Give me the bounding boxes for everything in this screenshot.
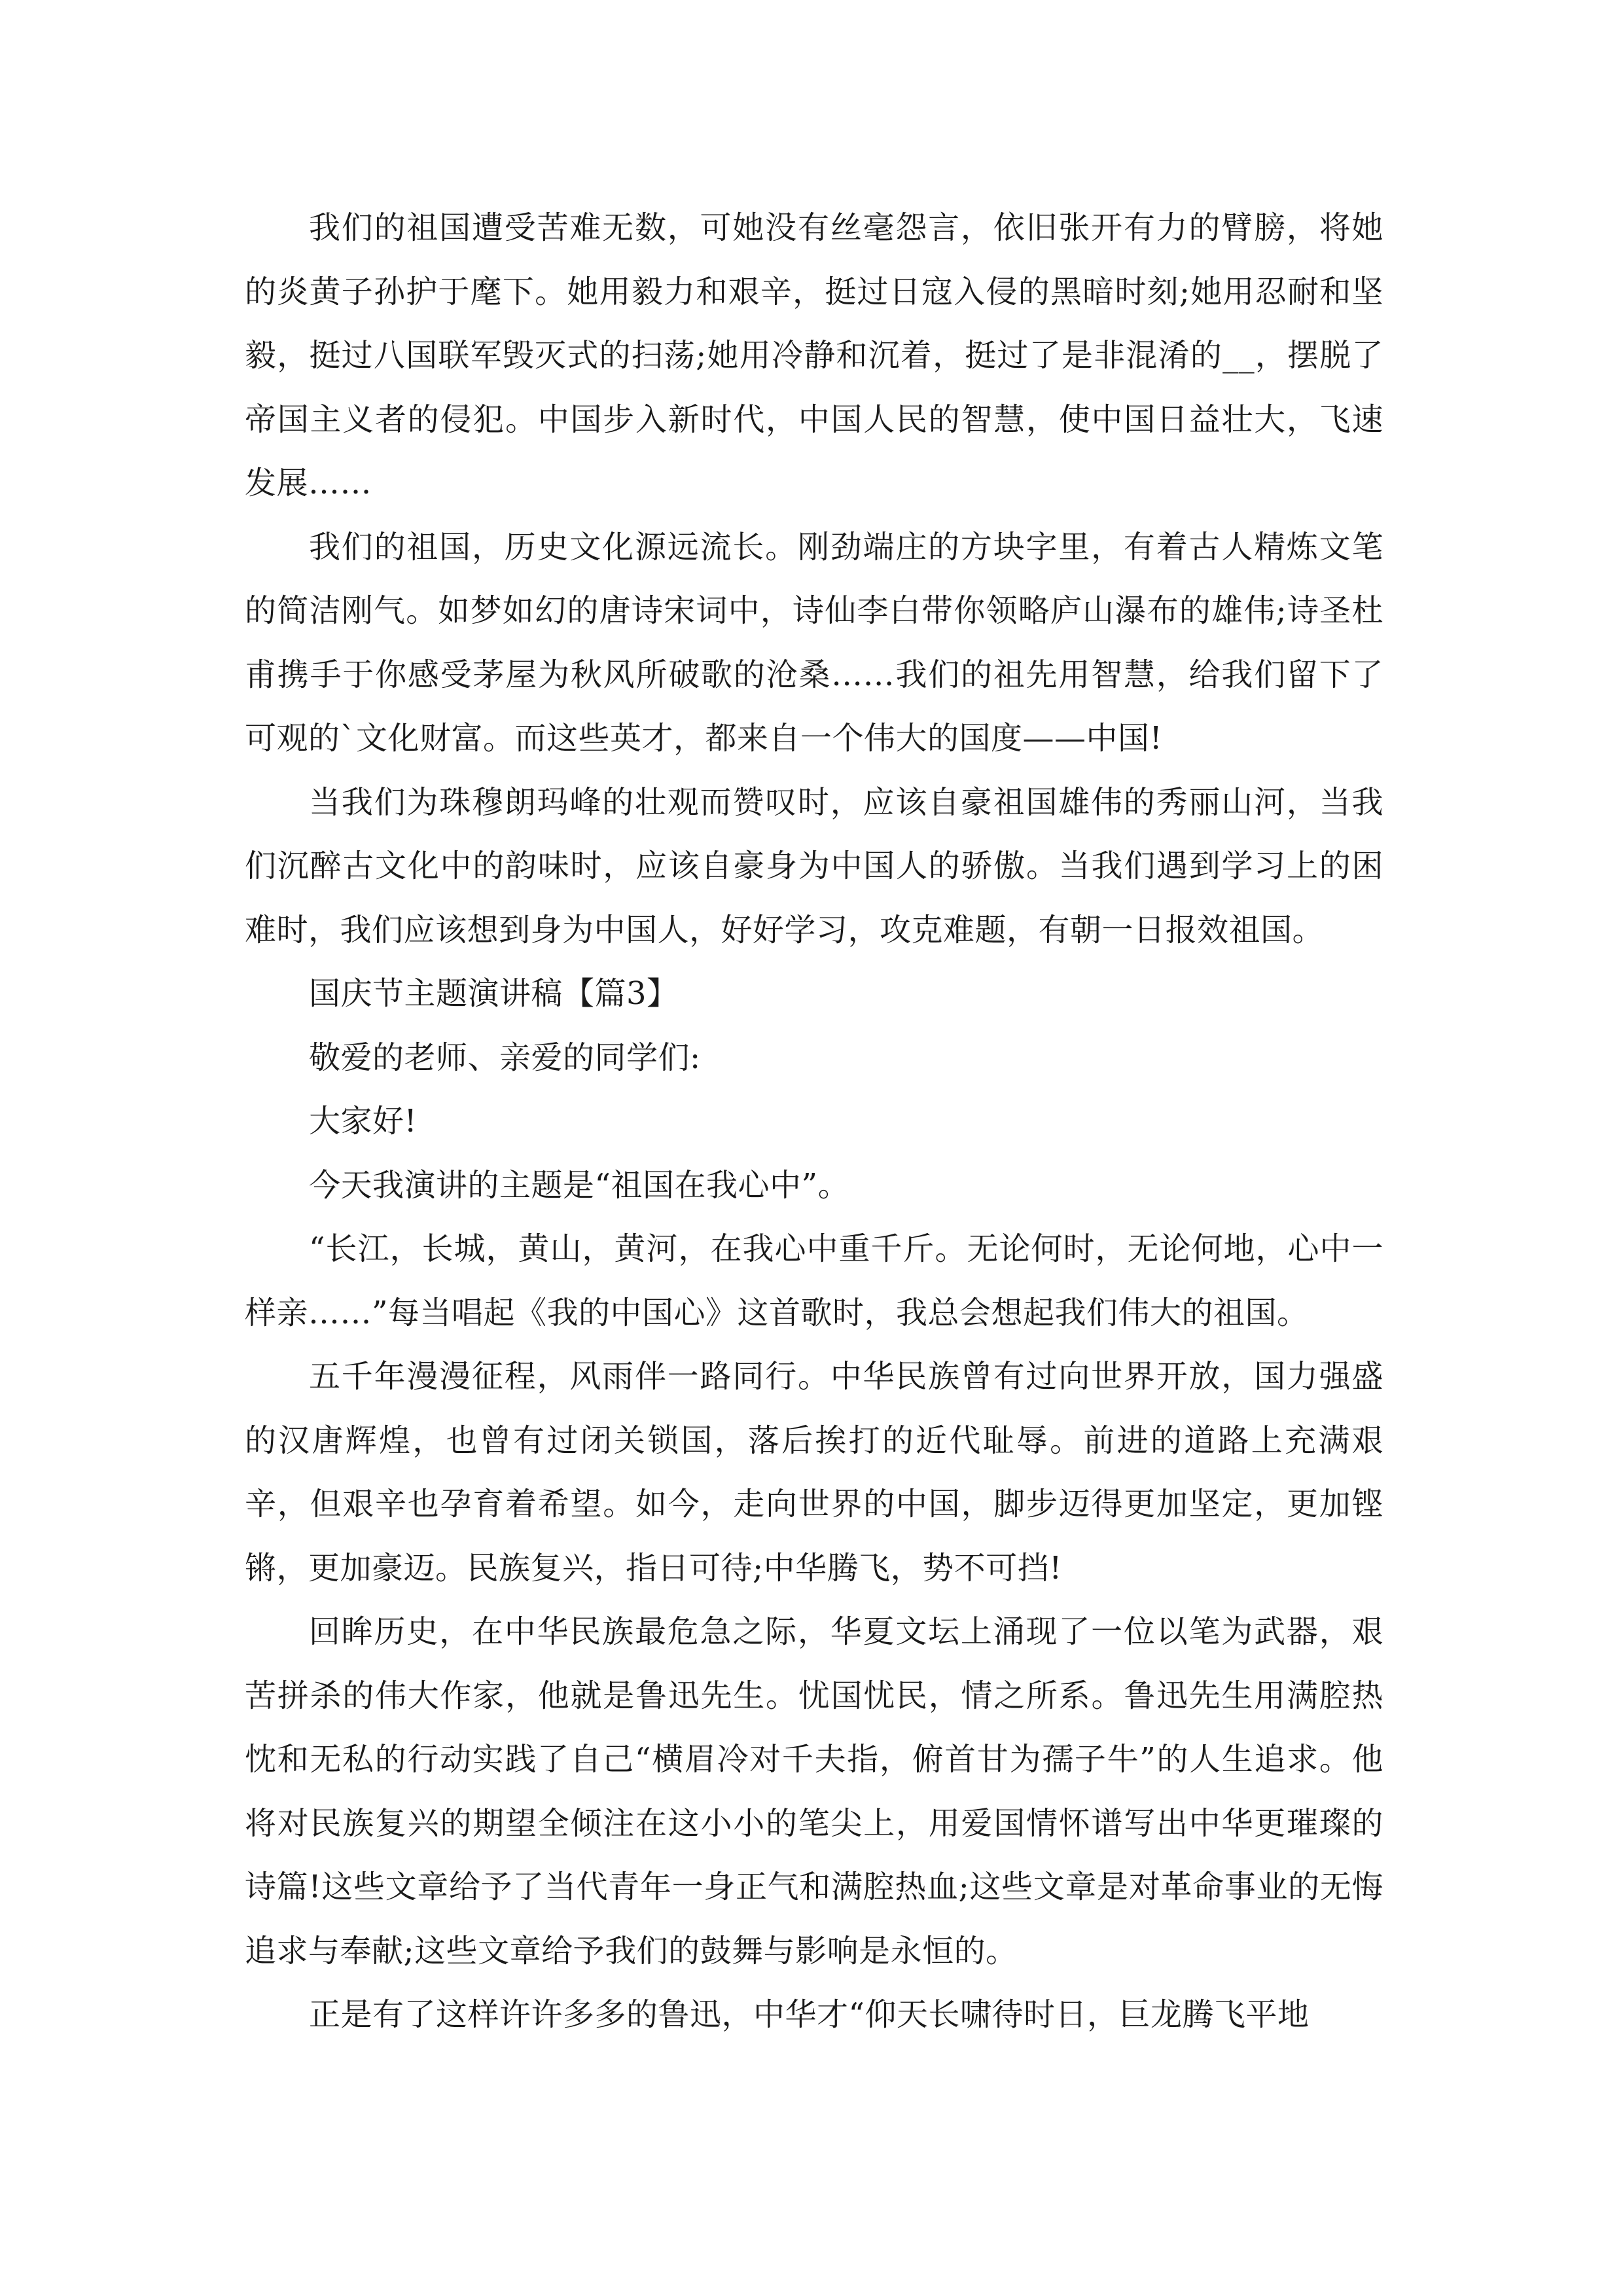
greeting: 大家好! [309,1103,418,1139]
document-page [245,196,1383,2047]
paragraph-lu-xun: 回眸历史，在中华民族最危急之际，华夏文坛上涌现了一位以笔为武器，艰苦拼杀的伟大作家，他就是鲁迅先生。忧国忧民，情之所系。鲁迅先生用满腔热忱和无私的行动实践了自己“横眉冷对千夫指，俯首甘为孺子牛”的人生追求。他将对民族复兴的期望全倾注在这小小的笔尖上，用爱国情怀谱写出中华更璀璨的诗篇!这些文章给予了当代青年一身正气和满腔热血;这些文章是对革命事业的无悔追求与奉献;这些文章给予我们的鼓舞与影响是永恒的。 [245,1613,1383,1969]
paragraph-motherland-hardship: 我们的祖国遭受苦难无数，可她没有丝毫怨言，依旧张开有力的臂膀，将她的炎黄子孙护于麾下。她用毅力和艰辛，挺过日寇入侵的黑暗时刻;她用忍耐和坚毅，挺过八国联军毁灭式的扫荡;她用冷静和沉着，挺过了是非混淆的__，摆脱了帝国主义者的侵犯。中国步入新时代，中国人民的智慧，使中国日益壮大，飞速发展…… [245,209,1383,501]
paragraph-history-culture: 我们的祖国，历史文化源远流长。刚劲端庄的方块字里，有着古人精炼文笔的简洁刚气。如梦如幻的唐诗宋词中，诗仙李白带你领略庐山瀑布的雄伟;诗圣杜甫携手于你感受茅屋为秋风所破歌的沧桑……我们的祖先用智慧，给我们留下了可观的`文化财富。而这些英才，都来自一个伟大的国度——中国! [245,528,1383,757]
paragraph-pride: 当我们为珠穆朗玛峰的壮观而赞叹时，应该自豪祖国雄伟的秀丽山河，当我们沉醉古文化中的韵味时，应该自豪身为中国人的骄傲。当我们遇到学习上的困难时，我们应该想到身为中国人，好好学习，攻克难题，有朝一日报效祖国。 [245,783,1383,948]
paragraph-five-thousand-years: 五千年漫漫征程，风雨伴一路同行。中华民族曾有过向世界开放，国力强盛的汉唐辉煌，也曾有过闭关锁国，落后挨打的近代耻辱。前进的道路上充满艰辛，但艰辛也孕育着希望。如今，走向世界的中国，脚步迈得更加坚定，更加铿锵，更加豪迈。民族复兴，指日可待;中华腾飞，势不可挡! [245,1358,1383,1587]
paragraph-closing-partial: 正是有了这样许许多多的鲁迅，中华才“仰天长啸待时日，巨龙腾飞平地 [309,1996,1310,2033]
speech-topic: 今天我演讲的主题是“祖国在我心中”。 [309,1166,850,1204]
section-heading: 国庆节主题演讲稿【篇3】 [309,975,679,1012]
salutation: 敬爱的老师、亲爱的同学们: [309,1039,701,1076]
paragraph-song-quote: “长江，长城，黄山，黄河，在我心中重千斤。无论何时，无论何地，心中一样亲……”每当唱起《我的中国心》这首歌时，我总会想起我们伟大的祖国。 [245,1230,1383,1331]
